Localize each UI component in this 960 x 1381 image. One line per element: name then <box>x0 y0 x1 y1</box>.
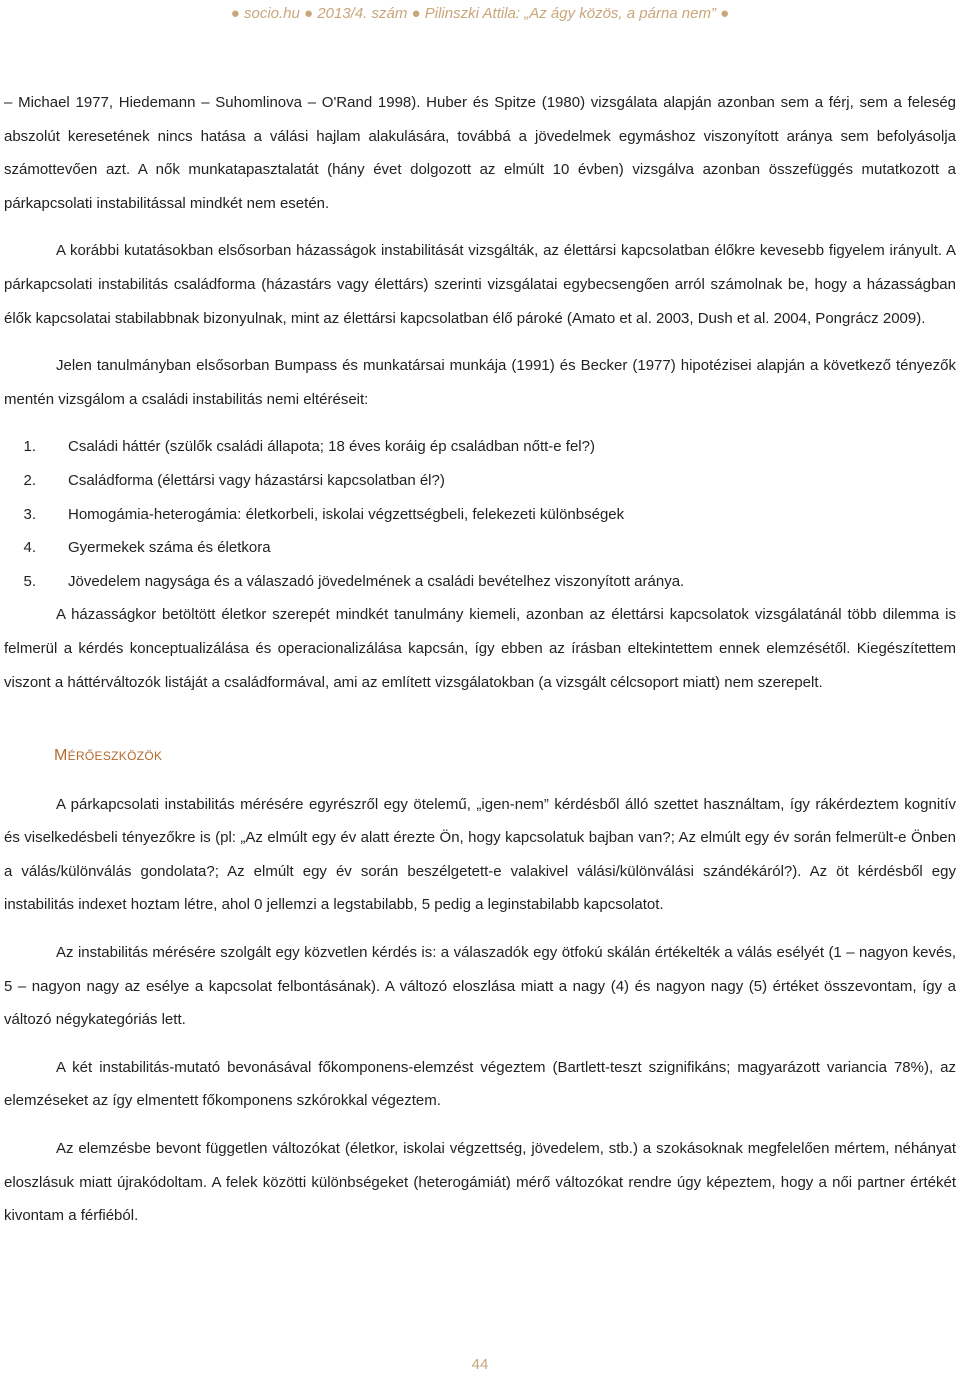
bullet-icon: ● <box>230 5 240 22</box>
section-heading-initial: M <box>54 747 68 765</box>
paragraph-6: Az instabilitás mérésére szolgált egy közvetlen kérdés is: a válaszadók egy ötfokú skálán értékelték a válás esélyét (1 – nagyon kevés, 5 – nagyon nagy az esélye a kapcsolat felbontásának). A változó eloszlása miatt a nagy (4) és nagyon nagy (5) értéket összevontam, így a változó négykategóriás lett. <box>4 944 956 1029</box>
list-item-number: 4. <box>23 539 36 557</box>
list-item <box>4 531 956 565</box>
list-item-text: Gyermekek száma és életkora <box>68 539 271 557</box>
header-article: Pilinszki Attila: „Az ágy közös, a párna nem” <box>424 5 716 22</box>
paragraph-7: A két instabilitás-mutató bevonásával főkomponens-elemzést végeztem (Bartlett-teszt szignifikáns; magyarázott variancia 78%), az elemzéseket az így elmentett főkomponens szkórokkal végeztem. <box>4 1058 956 1110</box>
section-heading <box>4 739 956 774</box>
list-item-text: Jövedelem nagysága és a válaszadó jövedelmének a családi bevételhez viszonyított aránya. <box>68 572 685 590</box>
list-item-text: Homogámia-heterogámia: életkorbeli, iskolai végzettségbeli, felekezeti különbségek <box>68 505 625 523</box>
running-header <box>0 5 960 22</box>
paragraph-1: – Michael 1977, Hiedemann – Suhomlinova – O'Rand 1998). Huber és Spitze (1980) vizsgálata alapján azonban sem a férj, sem a feleség abszolút keresetének nincs hatása a válási hajlam alakulására, továbbá a jövedelmek egymáshoz viszonyított aránya sem befolyásolja számottevően azt. A nők munkatapasztalatát (hány évet dolgozott az elmúlt 10 évben) vizsgálva azonban összefüggés mutatkozott a párkapcsolati instabilitással mindkét nem esetén. <box>4 94 956 212</box>
bullet-icon: ● <box>411 5 421 22</box>
list-item-number: 1. <box>23 438 36 456</box>
factor-list <box>4 430 956 598</box>
paragraph-8: Az elemzésbe bevont független változókat (életkor, iskolai végzettség, jövedelem, stb.) a szokásoknak megfelelően mértem, néhányat eloszlásuk miatt újrakódoltam. A felek közötti különbségeket (heterogámiát) mérő változókat rendre úgy képeztem, hogy a női partner értékét kivontam a férfiéból. <box>4 1140 956 1225</box>
list-item <box>4 565 956 599</box>
paragraph-4: A házasságkor betöltött életkor szerepét mindkét tanulmány kiemeli, azonban az élettársi kapcsolatok vizsgálatánál több dilemma is felmerül a kérdés konceptualizálása és operacionalizálása kapcsán, így ebben az írásban eltekintettem ennek elemzésétől. Kiegészítettem viszont a háttérváltozók listáját a családformával, ami az említett vizsgálatokban (a vizsgált célcsoport miatt) nem szerepelt. <box>4 606 956 691</box>
paragraph-2: A korábbi kutatásokban elsősorban házasságok instabilitását vizsgálták, az élettársi kapcsolatban élőkre kevesebb figyelem irányult. A párkapcsolati instabilitás családforma (házastárs vagy élettárs) szerinti vizsgálatai egybecsengően arról számolnak be, hogy a házasságban élők kapcsolatai stabilabbnak bizonyulnak, mint az élettársi kapcsolatban élő pároké (Amato et al. 2003, Dush et al. 2004, Pongrácz 2009). <box>4 242 956 327</box>
header-issue: 2013/4. szám <box>317 5 408 22</box>
document-body <box>4 86 956 1233</box>
section-heading-rest: ÉRŐESZKÖZÖK <box>67 749 163 764</box>
header-site: socio.hu <box>244 5 300 22</box>
page-number: 44 <box>471 1356 489 1373</box>
list-item-text: Családforma (élettársi vagy házastársi kapcsolatban él?) <box>68 471 445 489</box>
list-item <box>4 498 956 532</box>
paragraph-5: A párkapcsolati instabilitás mérésére egyrészről egy ötelemű, „igen-nem” kérdésből álló szettet használtam, így rákérdeztem kognitív és viselkedésbeli tényezőkre is (pl: „Az elmúlt egy év alatt érezte Ön, hogy kapcsolatuk bajban van?; Az elmúlt egy év során felmerült-e Önben a válás/különválás gondolata?; Az elmúlt egy év során beszélgetett-e valakivel válási/különválási szándékáról?). Az öt kérdésből egy instabilitás indexet hoztam létre, ahol 0 jellemzi a legstabilabb, 5 pedig a leginstabilabb kapcsolatot. <box>4 795 956 914</box>
bullet-icon: ● <box>720 5 730 22</box>
list-item-number: 3. <box>23 505 36 523</box>
bullet-icon: ● <box>304 5 314 22</box>
list-item <box>4 464 956 498</box>
paragraph-3: Jelen tanulmányban elsősorban Bumpass és munkatársai munkája (1991) és Becker (1977) hipotézisei alapján a következő tényezők mentén vizsgálom a családi instabilitás nemi eltéréseit: <box>4 357 956 408</box>
list-item <box>4 430 956 464</box>
list-item-number: 5. <box>23 572 36 590</box>
list-item-number: 2. <box>23 471 36 489</box>
list-item-text: Családi háttér (szülők családi állapota; 18 éves koráig ép családban nőtt-e fel?) <box>68 438 595 456</box>
